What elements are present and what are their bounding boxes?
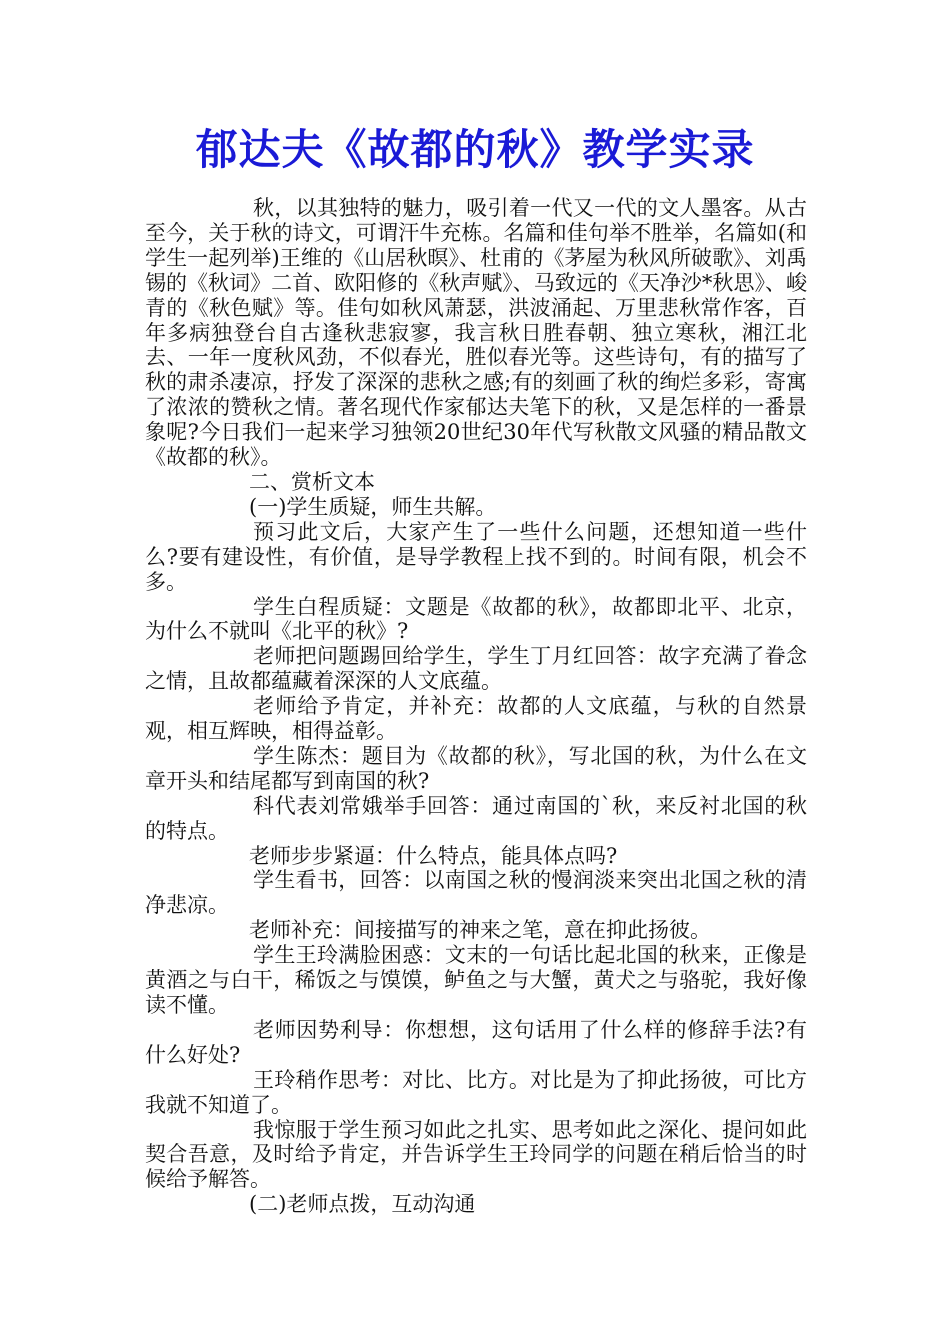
- section-heading-appreciation: 二、赏析文本: [249, 469, 375, 494]
- paragraph-preview-question: 预习此文后，大家产生了一些什么问题，还想知道一些什么?要有建设性，有价值，是导学教程上找不到的。时间有限，机会不多。: [145, 519, 807, 594]
- subsection-heading-questions: (一)学生质疑，师生共解。: [249, 494, 497, 519]
- paragraph-student-answer: 学生看书，回答：以南国之秋的慢润淡来突出北国之秋的清净悲凉。: [145, 868, 807, 918]
- paragraph-teacher-reflection: 我惊服于学生预习如此之扎实、思考如此之深化、提问如此契合吾意，及时给予肯定，并告诉学生王玲同学的问题在稍后恰当的时候给予解答。: [145, 1117, 807, 1192]
- paragraph-student-baicheng: 学生白程质疑：文题是《故都的秋》，故都即北平、北京，为什么不就叫《北平的秋》?: [145, 594, 807, 644]
- paragraph-wangling-think: 王玲稍作思考：对比、比方。对比是为了抑此扬彼，可比方我就不知道了。: [145, 1067, 807, 1117]
- document-body: [145, 196, 807, 1217]
- paragraph-teacher-supplement: 老师补充：间接描写的神来之笔，意在抑此扬彼。: [249, 918, 711, 943]
- paragraph-teacher-guide: 老师因势利导：你想想，这句话用了什么样的修辞手法?有什么好处?: [145, 1017, 807, 1067]
- document-title: 郁达夫《故都的秋》教学实录: [195, 125, 755, 174]
- paragraph-student-chenjie: 学生陈杰：题目为《故都的秋》，写北国的秋，为什么在文章开头和结尾都写到南国的秋?: [145, 743, 807, 793]
- paragraph-teacher-redirect: 老师把问题踢回给学生，学生丁月红回答：故字充满了眷念之情，且故都蕴藏着深深的人文底蕴。: [145, 644, 807, 694]
- paragraph-teacher-press: 老师步步紧逼：什么特点，能具体点吗?: [249, 843, 618, 868]
- paragraph-rep-liuchange: 科代表刘常娥举手回答：通过南国的`秋，来反衬北国的秋的特点。: [145, 793, 807, 843]
- paragraph-teacher-affirm: 老师给予肯定，并补充：故都的人文底蕴，与秋的自然景观，相互辉映，相得益彰。: [145, 694, 807, 744]
- subsection-heading-guidance: (二)老师点拨，互动沟通: [249, 1192, 476, 1217]
- paragraph-intro: 秋，以其独特的魅力，吸引着一代又一代的文人墨客。从古至今，关于秋的诗文，可谓汗牛充栋。名篇和佳句举不胜举，名篇如(和学生一起列举)王维的《山居秋暝》、杜甫的《茅屋为秋风所破歌》、刘禹锡的《秋词》二首、欧阳修的《秋声赋》、马致远的《天净沙*秋思》、峻青的《秋色赋》等。佳句如秋风萧瑟，洪波涌起、万里悲秋常作客，百年多病独登台自古逢秋悲寂寥，我言秋日胜春朝、独立寒秋，湘江北去、一年一度秋风劲，不似春光，胜似春光等。这些诗句，有的描写了秋的肃杀凄凉，抒发了深深的悲秋之感;有的刻画了秋的绚烂多彩，寄寓了浓浓的赞秋之情。著名现代作家郁达夫笔下的秋，又是怎样的一番景象呢?今日我们一起来学习独领20世纪30年代写秋散文风骚的精品散文《故都的秋》。: [145, 196, 807, 470]
- paragraph-student-wangling: 学生王玲满脸困惑：文末的一句话比起北国的秋来，正像是黄酒之与白干，稀饭之与馍馍，鲈鱼之与大蟹，黄犬之与骆驼，我好像读不懂。: [145, 943, 807, 1017]
